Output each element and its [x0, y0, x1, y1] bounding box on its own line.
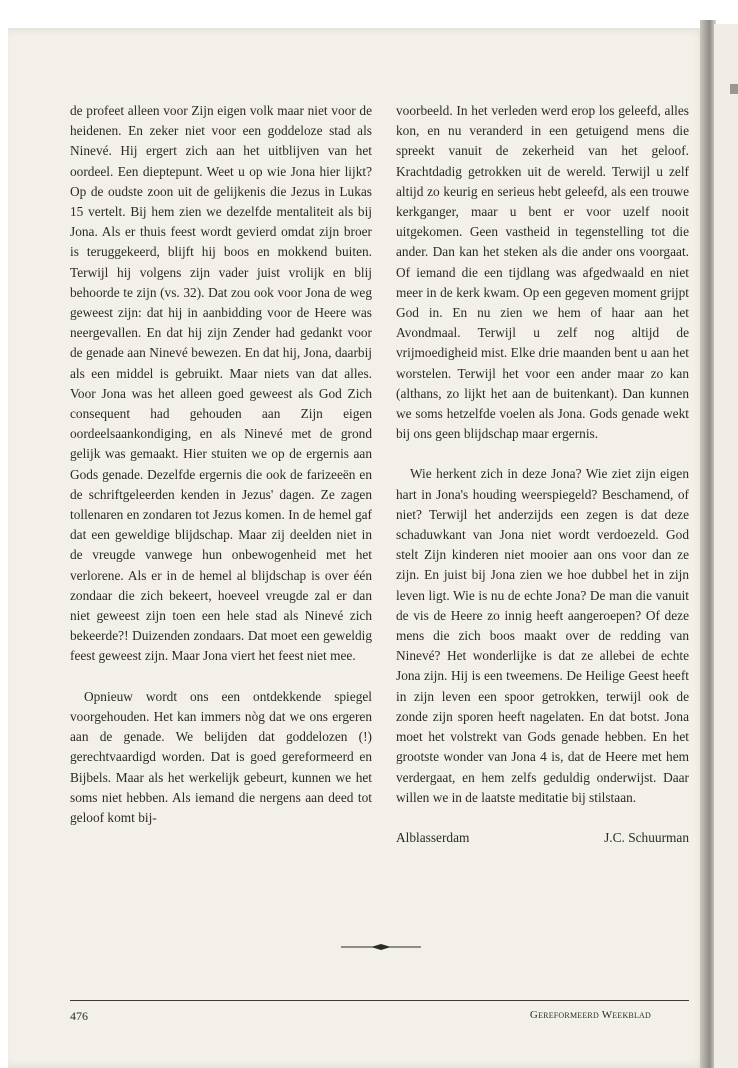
page-number: 476	[70, 1009, 88, 1023]
place-name: Alblasserdam	[396, 829, 470, 845]
left-text-column	[70, 101, 372, 828]
left-paragraph-2: Opnieuw wordt ons een ontdekkende spiegel voorgehouden. Het kan immers nòg dat we ons ergeren aan de genade. We belijden dat goddelozen (!) gerechtvaardigd worden. Dat is goed gereformeerd en Bijbels. Maar als het werkelijk gebeurt, kunnen we het soms niet hebben. Als iemand die nergens aan deed tot geloof komt bij-	[70, 688, 372, 825]
journal-title: Gereformeerd Weekblad	[529, 1009, 651, 1021]
right-text-column	[396, 101, 689, 848]
signature-line	[396, 828, 689, 848]
left-paragraph-1: de profeet alleen voor Zijn eigen volk maar niet voor de heidenen. En zeker niet voor een goddeloze stad als Ninevé. Hij ergert zich aan het uitblijven van het oordeel. Een dieptepunt. Weet u op wie Jona hier lijkt? Op de oudste zoon uit de gelijkenis die Jezus in Lukas 15 vertelt. Bij hem zien we dezelfde mentaliteit als bij Jona. Als er thuis feest wordt gevierd omdat zijn broer is teruggekeerd, blijft hij boos en mokkend buiten. Terwijl hij volgens zijn vader juist vrolijk en blij behoorde te zijn (vs. 32). Dat zou ook voor Jona de weg geweest zijn: dat hij in aanbidding voor de Heere was neergevallen. En dat hij zijn Zender had gedankt voor de genade aan Ninevé bewezen. En dat hij, Jona, daarbij als een middel is gebruikt. Maar niets van dat alles. Voor Jona was het alleen goed geweest als God Zich consequent had gehouden aan Zijn eigen oordeelsaankondiging, en als Ninevé met de grond gelijk was gemaakt. Hier stuiten we op de ergernis aan Gods genade. Dezelfde ergernis die ook de farizeeën en de schriftgeleerden kenden in Jezus' dagen. Ze zagen tollenaren en zondaren tot Jezus komen. In de hemel gaf dat een geweldige blijdschap. Maar zij deelden niet in de vreugde vanwege hun onbewogenheid met het verlorene. Als er in de hemel al blijdschap is over één zondaar die zich bekeert, hoeveel vreugde zal er dan niet geweest zijn toen een hele stad als Ninevé zich bekeerde?! Duizenden zondaars. Dat moet een geweldig feest geweest zijn. Maar Jona viert het feest niet mee.	[70, 103, 372, 664]
ornament-divider-icon	[341, 942, 421, 952]
footer-rule	[70, 1000, 689, 1001]
magazine-page	[8, 28, 708, 1068]
right-paragraph-1: voorbeeld. In het verleden werd erop los geleefd, alles kon, en nu veranderd in een getuigend mens die spreekt vanuit de zekerheid van het geloof. Krachtdadig getrokken uit de wereld. Terwijl u zelf altijd zo keurig en serieus hebt geleefd, als een trouwe kerkganger, maar u bent er voor uzelf nooit uitgekomen. Geen vastheid in tegenstelling tot die ander. Dan kan het steken als die ander ons voorgaat. Of iemand die een tijdlang was afgedwaald en niet meer in de kerk kwam. Op een gegeven moment grijpt God in. En nu zien we hem of haar aan het Avondmaal. Terwijl u zelf nog altijd de vrijmoedigheid mist. Elke drie maanden bent u aan het worstelen. Terwijl het voor een ander maar zo kan (althans, zo lijkt het aan de buitenkant). Dan kunnen we soms hetzelfde voelen als Jona. Gods genade wekt bij ons geen blijdschap maar ergernis.	[396, 103, 689, 442]
right-paragraph-2: Wie herkent zich in deze Jona? Wie ziet zijn eigen hart in Jona's houding weerspiegeld? Beschamend, of niet? Terwijl het anderzijds een zegen is dat deze schaduwkant van Jona niet wordt verdoezeld. God stelt Zijn kinderen niet mooier aan ons voor dan ze zijn. En juist bij Jona zien we hoe dubbel het in zijn leven ligt. Wie is nu de echte Jona? De man die vanuit de vis de Heere zo innig heeft aangeroepen? Of deze mens die zich boos maakt over de redding van Ninevé? Het wonderlijke is dat ze allebei de echte Jona zijn. Hij is een tweemens. De Heilige Geest heeft in zijn leven een spoor getrokken, terwijl ook de zonde zijn sporen heeft nagelaten. En dat botst. Jona moet het volstrekt van Gods genade hebben. En het grootste wonder van Jona 4 is, dat de Heere met hem verdergaat, en hem zelfs geduldig onderwijst. Daar willen we in de laatste meditatie bij stilstaan.	[396, 466, 689, 805]
author-name: J.C. Schuurman	[604, 829, 689, 845]
adjacent-page-mark	[730, 84, 738, 94]
adjacent-page-edge	[714, 24, 738, 1068]
